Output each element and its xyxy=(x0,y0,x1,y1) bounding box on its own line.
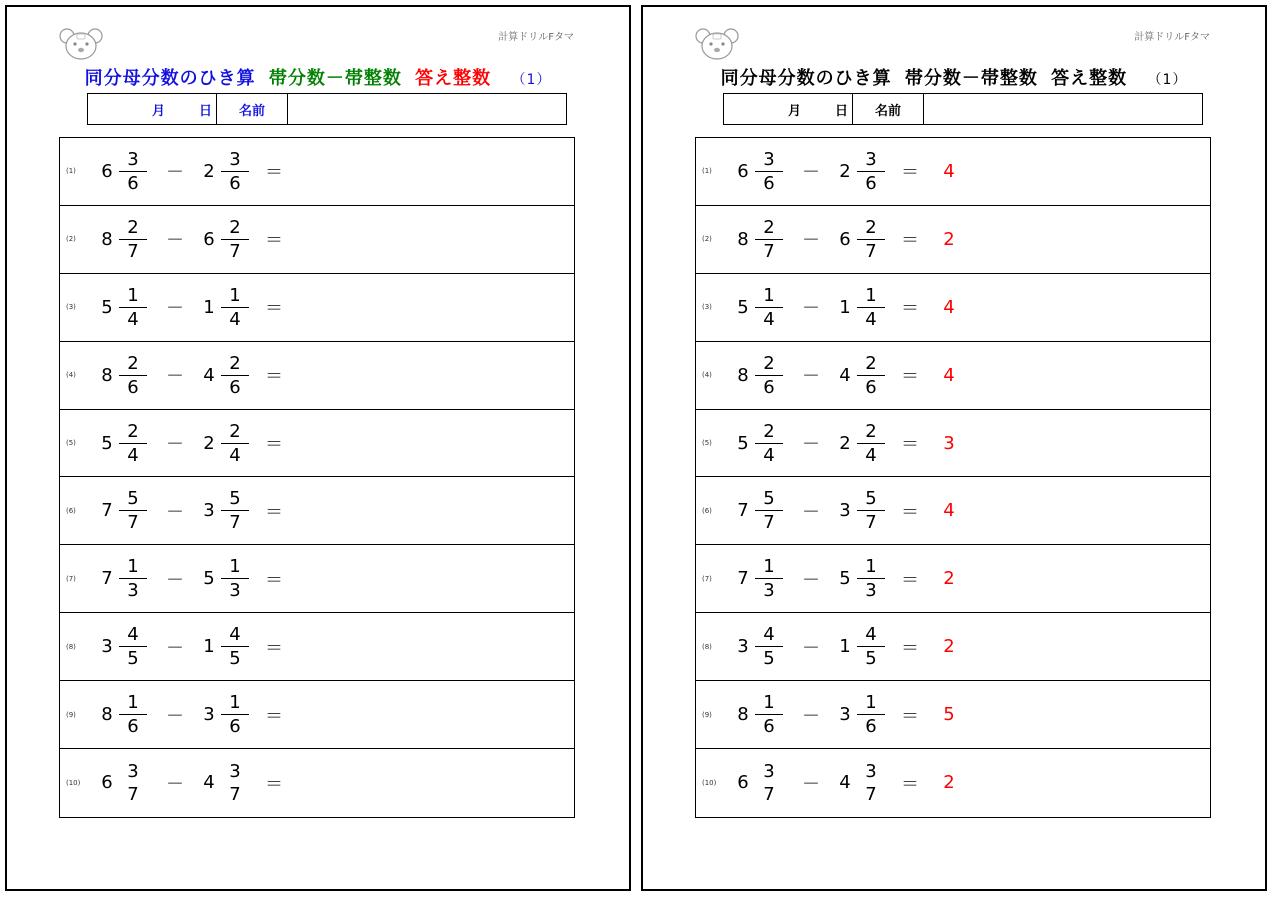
equals-sign: ＝ xyxy=(265,434,283,455)
problem-row xyxy=(696,477,1210,545)
equals-sign: ＝ xyxy=(265,569,283,591)
subtrahend-fraction xyxy=(220,691,250,738)
problem-row xyxy=(60,410,574,478)
problem-number: (6) xyxy=(702,506,712,515)
denominator: 7 xyxy=(127,240,139,262)
subtrahend-whole: 3 xyxy=(839,704,851,726)
numerator: 2 xyxy=(229,420,241,442)
equals-sign: ＝ xyxy=(265,501,283,523)
denominator: 3 xyxy=(229,580,241,602)
bear-face-icon xyxy=(59,27,103,61)
numerator: 3 xyxy=(127,760,139,782)
subtrahend-fraction xyxy=(856,420,886,467)
date-cell xyxy=(724,94,853,124)
denominator: 6 xyxy=(865,376,877,398)
minus-sign: － xyxy=(166,434,184,455)
numerator: 4 xyxy=(865,624,877,646)
problem-number: (6) xyxy=(66,506,76,515)
minus-sign: － xyxy=(802,637,820,659)
subtrahend-fraction xyxy=(220,555,250,602)
denominator: 7 xyxy=(865,240,877,262)
denominator: 3 xyxy=(865,580,877,602)
equals-sign: ＝ xyxy=(901,162,919,184)
problem-row xyxy=(60,613,574,681)
denominator: 7 xyxy=(229,240,241,262)
minus-sign: － xyxy=(802,298,820,320)
equals-sign: ＝ xyxy=(265,230,283,252)
subtrahend-whole: 1 xyxy=(203,636,215,658)
subtrahend-whole: 6 xyxy=(839,228,851,250)
problem-sheet xyxy=(5,5,631,891)
denominator: 3 xyxy=(763,580,775,602)
problem-row xyxy=(60,138,574,206)
problem-number: (4) xyxy=(66,371,76,380)
problem-row xyxy=(696,749,1210,817)
minus-sign: － xyxy=(166,569,184,591)
problem-row xyxy=(60,274,574,342)
minuend-fraction xyxy=(118,420,148,467)
subtrahend-fraction xyxy=(220,148,250,195)
answer-value: 2 xyxy=(943,636,955,658)
minuend-whole: 8 xyxy=(101,364,113,386)
numerator: 2 xyxy=(865,352,877,374)
numerator: 4 xyxy=(763,624,775,646)
minuend-whole: 5 xyxy=(101,432,113,454)
minuend-whole: 7 xyxy=(737,500,749,522)
subtrahend-fraction xyxy=(856,352,886,399)
denominator: 6 xyxy=(763,716,775,738)
denominator: 4 xyxy=(865,444,877,466)
problem-number: (3) xyxy=(702,303,712,312)
equals-sign: ＝ xyxy=(265,637,283,659)
subtrahend-fraction xyxy=(856,148,886,195)
answer-list xyxy=(695,137,1211,818)
numerator: 3 xyxy=(865,760,877,782)
name-date-box xyxy=(723,93,1203,125)
numerator: 5 xyxy=(127,488,139,510)
problem-number: (5) xyxy=(66,439,76,447)
minuend-fraction xyxy=(754,148,784,195)
minuend-whole: 8 xyxy=(101,228,113,250)
numerator: 1 xyxy=(763,284,775,306)
minus-sign: － xyxy=(802,773,820,795)
equals-sign: ＝ xyxy=(901,366,919,388)
problem-row xyxy=(60,681,574,749)
problem-number: (1) xyxy=(66,167,76,176)
minuend-whole: 7 xyxy=(737,568,749,590)
answer-value: 4 xyxy=(943,364,955,386)
answer-value: 4 xyxy=(943,160,955,182)
answer-value: 2 xyxy=(943,772,955,794)
numerator: 5 xyxy=(865,488,877,510)
numerator: 3 xyxy=(865,148,877,170)
name-label: 名前 xyxy=(217,94,288,124)
subtrahend-whole: 6 xyxy=(203,228,215,250)
day-label: 日 xyxy=(199,103,213,119)
problem-row xyxy=(696,545,1210,613)
problem-number: (3) xyxy=(66,303,76,312)
title-part-type: 帯分数－帯整数 xyxy=(268,68,402,89)
minus-sign: － xyxy=(802,434,820,455)
minuend-fraction xyxy=(754,691,784,738)
subtrahend-fraction xyxy=(220,352,250,399)
subtrahend-whole: 1 xyxy=(839,636,851,658)
subtrahend-fraction xyxy=(220,216,250,263)
name-label: 名前 xyxy=(853,94,924,124)
numerator: 1 xyxy=(127,556,139,578)
subtrahend-whole: 5 xyxy=(839,568,851,590)
denominator: 4 xyxy=(127,308,139,330)
equals-sign: ＝ xyxy=(901,501,919,523)
title-part-operation: 同分母分数のひき算 xyxy=(84,68,256,89)
minuend-fraction xyxy=(118,284,148,331)
denominator: 7 xyxy=(865,512,877,534)
minus-sign: － xyxy=(802,705,820,727)
denominator: 7 xyxy=(865,783,877,805)
numerator: 2 xyxy=(763,352,775,374)
minuend-whole: 8 xyxy=(101,704,113,726)
month-label: 月 xyxy=(788,103,802,119)
minus-sign: － xyxy=(166,298,184,320)
title-part-answer: 答え整数 xyxy=(1051,68,1128,89)
minuend-fraction xyxy=(754,420,784,467)
denominator: 7 xyxy=(763,512,775,534)
equals-sign: ＝ xyxy=(265,366,283,388)
problem-row xyxy=(60,206,574,274)
numerator: 4 xyxy=(229,624,241,646)
numerator: 2 xyxy=(127,216,139,238)
equals-sign: ＝ xyxy=(901,637,919,659)
problem-row xyxy=(696,613,1210,681)
subtrahend-whole: 4 xyxy=(839,772,851,794)
denominator: 5 xyxy=(865,648,877,670)
numerator: 2 xyxy=(127,420,139,442)
subtrahend-fraction xyxy=(220,623,250,670)
denominator: 6 xyxy=(127,716,139,738)
denominator: 6 xyxy=(229,716,241,738)
subtrahend-fraction xyxy=(856,555,886,602)
denominator: 6 xyxy=(865,716,877,738)
name-field[interactable] xyxy=(288,94,566,124)
denominator: 6 xyxy=(865,172,877,194)
denominator: 6 xyxy=(127,172,139,194)
minuend-fraction xyxy=(118,352,148,399)
subtrahend-fraction xyxy=(220,420,250,467)
subtrahend-whole: 1 xyxy=(203,296,215,318)
answer-value: 4 xyxy=(943,296,955,318)
subtrahend-fraction xyxy=(220,487,250,534)
denominator: 5 xyxy=(127,648,139,670)
numerator: 1 xyxy=(229,692,241,714)
answer-value: 5 xyxy=(943,704,955,726)
denominator: 7 xyxy=(229,512,241,534)
title-number: （1） xyxy=(1147,72,1188,88)
minuend-fraction xyxy=(754,284,784,331)
problem-number: (9) xyxy=(702,710,712,719)
title-part-operation: 同分母分数のひき算 xyxy=(720,68,892,89)
minus-sign: － xyxy=(166,366,184,388)
subtrahend-fraction xyxy=(856,691,886,738)
problem-row xyxy=(696,138,1210,206)
subtrahend-fraction xyxy=(856,760,886,806)
problem-row xyxy=(696,206,1210,274)
subtrahend-whole: 4 xyxy=(203,772,215,794)
problem-row xyxy=(60,477,574,545)
denominator: 6 xyxy=(763,172,775,194)
minuend-fraction xyxy=(118,760,148,806)
minuend-whole: 3 xyxy=(737,636,749,658)
denominator: 4 xyxy=(865,308,877,330)
equals-sign: ＝ xyxy=(265,162,283,184)
subtrahend-fraction xyxy=(856,623,886,670)
denominator: 7 xyxy=(763,783,775,805)
day-label: 日 xyxy=(835,103,849,119)
minuend-whole: 6 xyxy=(737,772,749,794)
numerator: 3 xyxy=(229,760,241,782)
numerator: 2 xyxy=(229,216,241,238)
denominator: 6 xyxy=(763,376,775,398)
numerator: 1 xyxy=(229,284,241,306)
worksheet-title xyxy=(643,64,1265,90)
brand-label: 計算ドリルFタマ xyxy=(498,32,574,43)
title-part-answer: 答え整数 xyxy=(415,68,492,89)
denominator: 6 xyxy=(229,172,241,194)
minus-sign: － xyxy=(802,569,820,591)
minuend-fraction xyxy=(754,760,784,806)
name-date-box xyxy=(87,93,567,125)
brand-label: 計算ドリルFタマ xyxy=(1134,32,1210,43)
numerator: 1 xyxy=(865,692,877,714)
subtrahend-fraction xyxy=(220,284,250,331)
numerator: 2 xyxy=(763,216,775,238)
subtrahend-whole: 2 xyxy=(839,160,851,182)
problem-number: (8) xyxy=(66,642,76,651)
numerator: 2 xyxy=(763,420,775,442)
numerator: 2 xyxy=(127,352,139,374)
equals-sign: ＝ xyxy=(265,773,283,795)
minus-sign: － xyxy=(166,637,184,659)
worksheet-title xyxy=(7,64,629,90)
denominator: 7 xyxy=(127,783,139,805)
minus-sign: － xyxy=(802,366,820,388)
subtrahend-fraction xyxy=(220,760,250,806)
denominator: 3 xyxy=(127,580,139,602)
title-part-type: 帯分数－帯整数 xyxy=(904,68,1038,89)
minuend-whole: 7 xyxy=(101,500,113,522)
numerator: 3 xyxy=(229,148,241,170)
equals-sign: ＝ xyxy=(901,298,919,320)
equals-sign: ＝ xyxy=(901,773,919,795)
minus-sign: － xyxy=(166,705,184,727)
date-cell xyxy=(88,94,217,124)
minus-sign: － xyxy=(802,230,820,252)
denominator: 6 xyxy=(127,376,139,398)
subtrahend-whole: 2 xyxy=(203,160,215,182)
equals-sign: ＝ xyxy=(265,298,283,320)
problem-number: (10) xyxy=(702,778,717,787)
problem-list xyxy=(59,137,575,818)
equals-sign: ＝ xyxy=(901,569,919,591)
numerator: 5 xyxy=(763,488,775,510)
denominator: 5 xyxy=(229,648,241,670)
minus-sign: － xyxy=(166,162,184,184)
name-field[interactable] xyxy=(924,94,1202,124)
problem-number: (1) xyxy=(702,167,712,176)
answer-value: 2 xyxy=(943,568,955,590)
numerator: 2 xyxy=(865,216,877,238)
denominator: 4 xyxy=(763,444,775,466)
minuend-fraction xyxy=(118,487,148,534)
minus-sign: － xyxy=(166,773,184,795)
minuend-fraction xyxy=(754,487,784,534)
denominator: 4 xyxy=(763,308,775,330)
minuend-whole: 6 xyxy=(101,772,113,794)
minus-sign: － xyxy=(166,230,184,252)
minuend-fraction xyxy=(754,555,784,602)
minuend-fraction xyxy=(118,148,148,195)
month-label: 月 xyxy=(152,103,166,119)
minuend-whole: 5 xyxy=(737,432,749,454)
minuend-whole: 7 xyxy=(101,568,113,590)
problem-row xyxy=(696,342,1210,410)
denominator: 7 xyxy=(127,512,139,534)
subtrahend-whole: 3 xyxy=(203,500,215,522)
subtrahend-whole: 3 xyxy=(839,500,851,522)
answer-sheet xyxy=(641,5,1267,891)
subtrahend-whole: 5 xyxy=(203,568,215,590)
numerator: 1 xyxy=(763,692,775,714)
minuend-whole: 6 xyxy=(101,160,113,182)
problem-row xyxy=(696,681,1210,749)
equals-sign: ＝ xyxy=(901,230,919,252)
minus-sign: － xyxy=(802,162,820,184)
subtrahend-whole: 3 xyxy=(203,704,215,726)
problem-number: (7) xyxy=(66,574,76,583)
numerator: 3 xyxy=(763,760,775,782)
subtrahend-fraction xyxy=(856,216,886,263)
answer-value: 4 xyxy=(943,500,955,522)
problem-number: (5) xyxy=(702,439,712,447)
equals-sign: ＝ xyxy=(901,705,919,727)
denominator: 7 xyxy=(763,240,775,262)
numerator: 2 xyxy=(229,352,241,374)
bear-face-icon xyxy=(695,27,739,61)
numerator: 1 xyxy=(229,556,241,578)
subtrahend-whole: 4 xyxy=(839,364,851,386)
numerator: 3 xyxy=(127,148,139,170)
problem-number: (2) xyxy=(702,235,712,244)
numerator: 4 xyxy=(127,624,139,646)
minuend-fraction xyxy=(754,623,784,670)
problem-number: (10) xyxy=(66,778,81,787)
problem-number: (8) xyxy=(702,642,712,651)
problem-number: (2) xyxy=(66,235,76,244)
subtrahend-whole: 4 xyxy=(203,364,215,386)
minuend-fraction xyxy=(754,216,784,263)
minuend-whole: 8 xyxy=(737,704,749,726)
minuend-whole: 8 xyxy=(737,228,749,250)
minuend-fraction xyxy=(754,352,784,399)
numerator: 1 xyxy=(865,556,877,578)
problem-number: (9) xyxy=(66,710,76,719)
minuend-whole: 8 xyxy=(737,364,749,386)
minuend-fraction xyxy=(118,216,148,263)
minuend-fraction xyxy=(118,623,148,670)
minuend-whole: 5 xyxy=(101,296,113,318)
problem-number: (4) xyxy=(702,371,712,380)
title-number: （1） xyxy=(511,72,552,88)
problem-row xyxy=(696,274,1210,342)
subtrahend-whole: 2 xyxy=(203,432,215,454)
denominator: 4 xyxy=(229,308,241,330)
numerator: 1 xyxy=(127,692,139,714)
denominator: 4 xyxy=(229,444,241,466)
equals-sign: ＝ xyxy=(265,705,283,727)
equals-sign: ＝ xyxy=(901,434,919,455)
subtrahend-whole: 1 xyxy=(839,296,851,318)
denominator: 6 xyxy=(229,376,241,398)
denominator: 4 xyxy=(127,444,139,466)
minuend-whole: 5 xyxy=(737,296,749,318)
numerator: 2 xyxy=(865,420,877,442)
subtrahend-whole: 2 xyxy=(839,432,851,454)
minuend-whole: 3 xyxy=(101,636,113,658)
problem-row xyxy=(60,342,574,410)
problem-number: (7) xyxy=(702,574,712,583)
minus-sign: － xyxy=(802,501,820,523)
problem-row xyxy=(60,749,574,817)
minuend-whole: 6 xyxy=(737,160,749,182)
numerator: 1 xyxy=(127,284,139,306)
numerator: 1 xyxy=(865,284,877,306)
minus-sign: － xyxy=(166,501,184,523)
minuend-fraction xyxy=(118,691,148,738)
answer-value: 2 xyxy=(943,228,955,250)
problem-row xyxy=(696,410,1210,478)
problem-row xyxy=(60,545,574,613)
subtrahend-fraction xyxy=(856,284,886,331)
denominator: 5 xyxy=(763,648,775,670)
numerator: 3 xyxy=(763,148,775,170)
answer-value: 3 xyxy=(943,432,955,454)
denominator: 7 xyxy=(229,783,241,805)
numerator: 5 xyxy=(229,488,241,510)
numerator: 1 xyxy=(763,556,775,578)
minuend-fraction xyxy=(118,555,148,602)
subtrahend-fraction xyxy=(856,487,886,534)
